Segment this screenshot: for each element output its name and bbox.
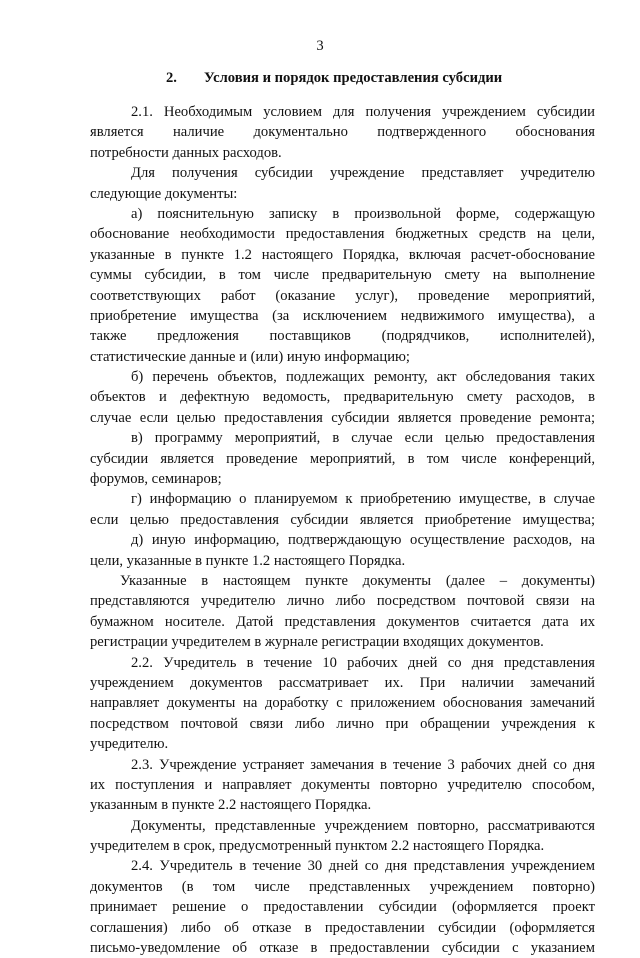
text-line: также предложения поставщиков (подрядчиков, исполнителей), [90,328,595,345]
text-line: потребности данных расходов. [90,144,282,161]
text-line: соглашения) либо об отказе в предоставлении субсидии (оформляется [90,919,595,936]
text-line: учредителю. [90,736,169,753]
text-line: г) информацию о планируемом к приобретению имуществе, в случае [131,491,595,508]
text-line: Указанные в настоящем пункте документы (далее – документы) [120,572,595,589]
text-line: а) пояснительную записку в произвольной форме, содержащую [131,205,595,222]
text-line: если целью предоставления субсидии является приобретение имущества; [90,511,595,528]
text-line: д) иную информацию, подтверждающую осуществление расходов, на [131,532,595,549]
text-line: суммы субсидии, в том числе предварительную смету на выполнение [90,267,595,284]
text-line: форумов, семинаров; [90,471,222,488]
text-line: представляются учредителю лично либо посредством почтовой связи на [90,593,595,610]
page-number: 3 [316,38,324,54]
text-line: в) программу мероприятий, в случае если целью предоставления [131,430,595,447]
text-line: б) перечень объектов, подлежащих ремонту, акт обследования таких [131,369,595,386]
section-title: Условия и порядок предоставления субсидии [204,70,503,86]
text-line: указанным в пункте 2.2 настоящего Порядка. [90,797,372,814]
section-heading [166,68,502,88]
text-line: цели, указанные в пункте 1.2 настоящего Порядка. [90,552,406,569]
section-number: 2. [166,70,177,86]
text-line: 2.1. Необходимым условием для получения учреждением субсидии [131,104,595,120]
text-line: регистрации учредителем в журнале регистрации входящих документов. [90,634,544,651]
document-body [90,102,595,958]
text-line: указанные в пункте 1.2 настоящего Порядка, включая расчет-обоснование [90,246,595,263]
text-line: объектов и дефектную ведомость, предварительную смету расходов, в [90,389,595,406]
text-line: направляет документы на доработку с приложением обоснования замечаний [90,695,595,712]
text-line: Для получения субсидии учреждение представляет учредителю [131,165,595,182]
text-line: принимает решение о предоставлении субсидии (оформляется проект [90,899,595,916]
text-line: 2.4. Учредитель в течение 30 дней со дня представления учреждением [131,858,595,875]
text-line: Документы, представленные учреждением повторно, рассматриваются [131,817,595,834]
text-line: статистические данные и (или) иную информацию; [90,348,410,365]
text-line: приобретение имущества (за исключением недвижимого имущества), а [90,307,595,324]
text-line: учреждением документов рассматривает их. При наличии замечаний [90,674,595,691]
text-line: 2.3. Учреждение устраняет замечания в течение 3 рабочих дней со дня [131,756,595,773]
text-line: следующие документы: [90,185,238,202]
text-line: 2.2. Учредитель в течение 10 рабочих дней со дня представления [131,654,595,671]
text-line: обоснование необходимости предоставления бюджетных средств на цели, [90,226,595,243]
text-line: посредством почтовой связи либо лично при обращении учреждения к [90,715,595,732]
text-line: бумажном носителе. Датой представления документов считается дата их [90,613,595,630]
text-line: их поступления и направляет документы повторно учредителю способом, [90,776,595,793]
text-line: учредителем в срок, предусмотренный пунктом 2.2 настоящего Порядка. [90,838,545,855]
text-line: документов (в том числе представленных учреждением повторно) [90,878,595,895]
text-line: соответствующих работ (оказание услуг), проведение мероприятий, [90,287,595,304]
text-line: является наличие документально подтвержденного обоснования [90,124,595,141]
text-line: случае если целью предоставления субсидии является проведение ремонта; [90,409,595,426]
text-line: субсидии является проведение мероприятий, в том числе конференций, [90,450,595,467]
text-line: письмо-уведомление об отказе в предоставлении субсидии с указанием [90,940,595,957]
